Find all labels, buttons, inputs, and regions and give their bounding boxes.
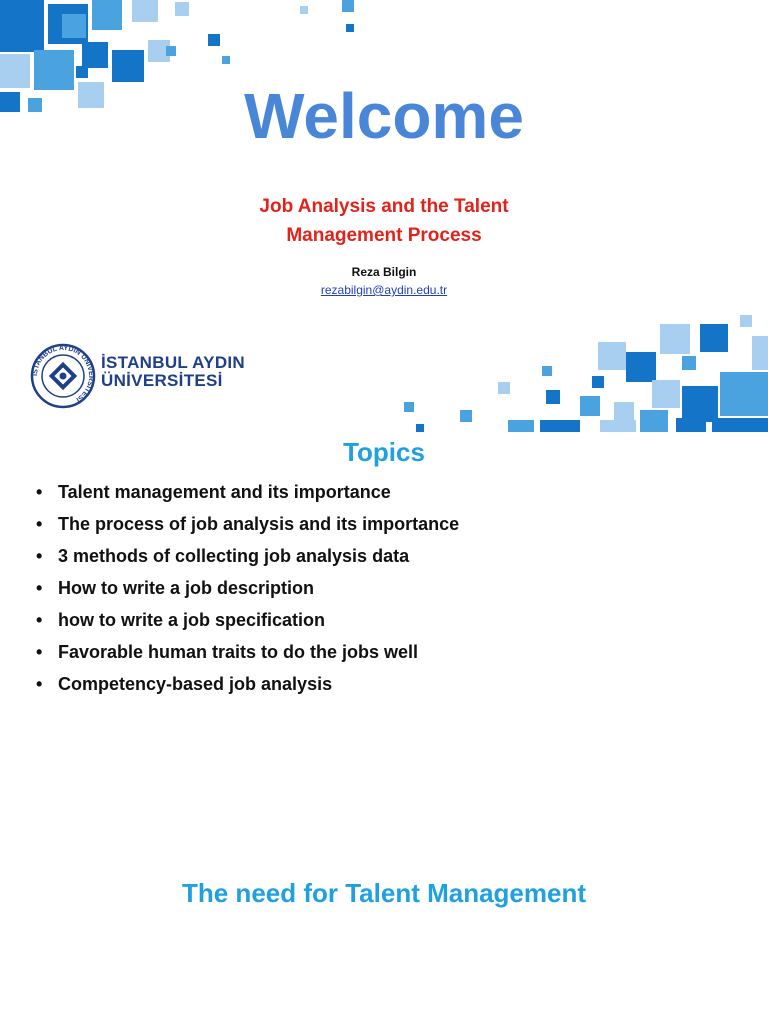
author-email-link[interactable]: rezabilgin@aydin.edu.tr: [320, 283, 448, 297]
topic-text: Talent management and its importance: [58, 482, 391, 502]
bullet-icon: •: [36, 642, 43, 662]
topic-text: Favorable human traits to do the jobs well: [58, 642, 419, 662]
university-name: [101, 354, 245, 390]
section-heading-talent-management: The need for Talent Management: [181, 878, 586, 908]
topics-heading: Topics: [343, 437, 425, 467]
bullet-icon: •: [36, 578, 43, 598]
university-logo: [30, 343, 270, 409]
bullet-icon: •: [36, 610, 43, 630]
title-slide: [0, 0, 768, 432]
topic-text: Competency-based job analysis: [58, 674, 333, 694]
author-name: Reza Bilgin: [351, 265, 417, 279]
subtitle-line-2: Management Process: [286, 225, 482, 246]
topic-item: [36, 576, 459, 608]
university-name-line-1: İSTANBUL AYDIN: [101, 353, 245, 372]
bullet-icon: •: [36, 514, 43, 534]
topic-item: [36, 512, 459, 544]
presentation-subtitle: [0, 192, 768, 250]
topic-item: [36, 480, 459, 512]
topic-item: [36, 544, 459, 576]
seal-text: İSTANBUL AYDIN ÜNİVERSİTESİ: [31, 344, 95, 403]
topics-list: [36, 480, 459, 704]
university-seal-icon: [30, 343, 96, 409]
welcome-title: Welcome: [244, 80, 524, 152]
topic-item: [36, 640, 459, 672]
topic-text: How to write a job description: [58, 578, 315, 598]
topic-item: [36, 672, 459, 704]
bullet-icon: •: [36, 674, 43, 694]
university-name-line-2: ÜNİVERSİTESİ: [101, 371, 223, 390]
bullet-icon: •: [36, 546, 43, 566]
bullet-icon: •: [36, 482, 43, 502]
topics-slide: [0, 432, 768, 1024]
topic-item: [36, 608, 459, 640]
topic-text: how to write a job specification: [58, 610, 326, 630]
topic-text: 3 methods of collecting job analysis data: [58, 546, 410, 566]
subtitle-line-1: Job Analysis and the Talent: [259, 196, 509, 217]
topic-text: The process of job analysis and its importance: [58, 514, 460, 534]
